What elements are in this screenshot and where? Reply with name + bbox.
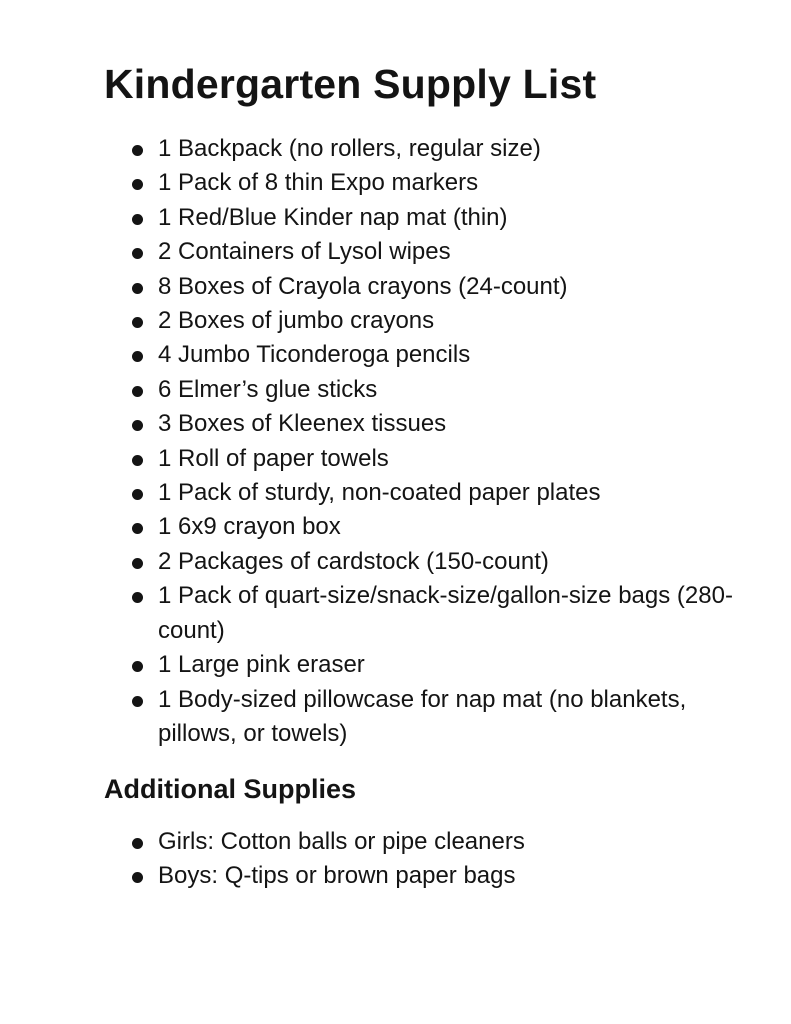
bullet-icon [132,248,143,259]
bullet-icon [132,558,143,569]
bullet-icon [132,592,143,603]
list-item [0,442,738,476]
list-item [0,304,738,338]
list-item [0,545,738,579]
list-item [0,166,738,200]
list-item-text: 1 Red/Blue Kinder nap mat (thin) [158,203,508,231]
list-item-text: 6 Elmer’s glue sticks [158,375,378,403]
bullet-icon [132,283,143,294]
list-item [0,510,738,544]
bullet-icon [132,696,143,707]
bullet-icon [132,455,143,466]
list-item-text: 3 Boxes of Kleenex tissues [158,410,447,438]
list-item-text: 1 6x9 crayon box [158,513,341,541]
list-item [0,476,738,510]
list-item [0,407,738,441]
list-item [0,859,738,893]
list-item-text: Boys: Q-tips or brown paper bags [158,862,516,890]
bullet-icon [132,872,143,883]
supply-list [0,132,738,751]
list-item-text: 1 Backpack (no rollers, regular size) [158,135,541,162]
bullet-icon [132,145,143,156]
bullet-icon [132,386,143,397]
list-item-text: 2 Packages of cardstock (150-count) [158,547,549,575]
list-item [0,235,738,269]
list-item-text: 1 Pack of 8 thin Expo markers [158,169,479,197]
list-item-text: 8 Boxes of Crayola crayons (24-count) [158,272,568,300]
bullet-icon [132,351,143,362]
list-item [0,579,738,648]
list-item [0,683,738,752]
list-item-text: 1 Pack of quart-size/snack-size/gallon-size bags (280-count) [158,582,733,644]
bullet-icon [132,838,143,849]
bullet-icon [132,317,143,328]
list-item [0,270,738,304]
list-item-text: 2 Boxes of jumbo crayons [158,307,435,335]
bullet-icon [132,523,143,534]
list-item-text: Girls: Cotton balls or pipe cleaners [158,828,525,855]
bullet-icon [132,661,143,672]
list-item [0,373,738,407]
list-item [0,338,738,372]
list-item-text: 1 Body-sized pillowcase for nap mat (no blankets, pillows, or towels) [158,685,687,747]
list-item [0,825,738,859]
list-item [0,201,738,235]
bullet-icon [132,214,143,225]
list-item-text: 1 Roll of paper towels [158,444,389,472]
list-item-text: 2 Containers of Lysol wipes [158,238,451,266]
page-title: Kindergarten Supply List [104,61,597,107]
list-item-text: 1 Large pink eraser [158,651,365,679]
list-item [0,132,738,166]
list-item [0,648,738,682]
bullet-icon [132,489,143,500]
list-item-text: 1 Pack of sturdy, non-coated paper plates [158,479,601,507]
list-item-text: 4 Jumbo Ticonderoga pencils [158,341,471,369]
additional-supplies-heading: Additional Supplies [104,774,357,804]
bullet-icon [132,179,143,190]
additional-supply-list [0,825,738,894]
bullet-icon [132,420,143,431]
